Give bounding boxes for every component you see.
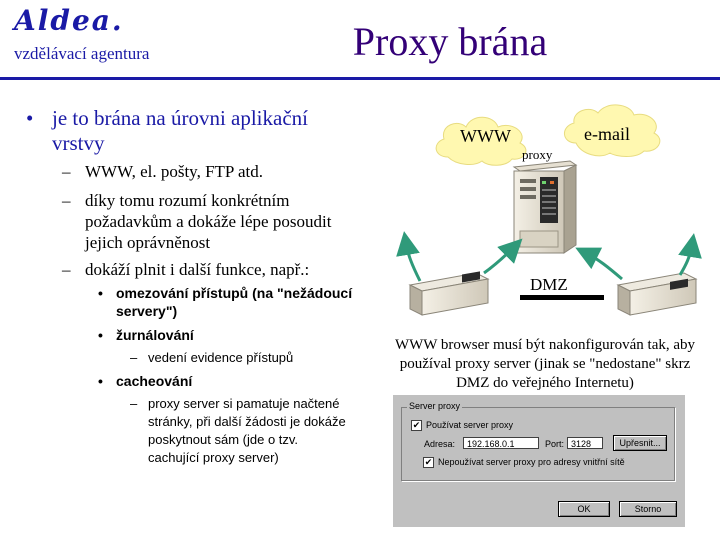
function-logging-detail: vedení evidence přístupů: [148, 350, 294, 365]
page-title: Proxy brána: [352, 19, 548, 64]
sub-item-protocols: WWW, el. pošty, FTP atd.: [85, 162, 264, 181]
bullet-icon: •: [98, 327, 103, 343]
caption-line1: WWW browser musí být nakonfigurován tak, aby: [394, 337, 696, 353]
bullet-main-line1: je to brána na úrovni aplikační: [52, 106, 308, 130]
arrow-left-outbound: [406, 243, 420, 281]
address-label: Adresa:: [424, 439, 456, 449]
function-restrict-line1: omezování přístupů (na "nežádoucí: [116, 285, 353, 301]
www-cloud-label: WWW: [460, 126, 511, 146]
caption-line2: používal proxy server (jinak se "nedostane" skrz: [399, 356, 691, 372]
function-logging: žurnálování: [116, 327, 194, 343]
proxy-server-icon: [514, 161, 576, 253]
proxy-label: proxy: [522, 147, 553, 162]
client-computer-right-icon: [618, 273, 696, 315]
dmz-label: DMZ: [530, 275, 568, 294]
agency-name: vzdělávací agentura: [14, 44, 150, 63]
bullet-main-line2: vrstvy: [52, 131, 105, 155]
function-caching: cacheování: [116, 373, 193, 389]
dash-icon: –: [62, 191, 71, 210]
email-cloud-label: e-mail: [584, 124, 630, 144]
sub-item-understanding-line1: díky tomu rozumí konkrétním: [85, 191, 290, 210]
client-computer-left-icon: [410, 271, 488, 315]
caption-line3: DMZ do veřejného Internetu): [456, 375, 634, 391]
advanced-button[interactable]: Upřesnit...: [613, 435, 667, 451]
bypass-local-checkbox[interactable]: ✔: [424, 457, 433, 467]
caching-detail-line4: cachující proxy server): [148, 450, 279, 465]
use-proxy-checkbox[interactable]: ✔: [412, 420, 421, 430]
dash-icon: –: [62, 162, 71, 181]
logo: Aldea.: [14, 4, 124, 37]
dash-icon: –: [62, 260, 71, 279]
caching-detail-line3: poskytnout sám (jde o tzv.: [148, 432, 299, 447]
network-diagram: [380, 95, 720, 335]
sub-item-functions: dokáží plnit i další funkce, např.:: [85, 260, 310, 279]
address-field[interactable]: 192.168.0.1: [463, 437, 539, 449]
sub-item-understanding-line2: požadavkům a dokáže lépe posoudit: [85, 212, 332, 231]
bullet-icon: •: [26, 106, 34, 130]
dmz-segment: [520, 295, 604, 300]
proxy-server-group-title: Server proxy: [409, 401, 461, 411]
bullet-icon: •: [98, 285, 103, 301]
arrow-left-to-proxy: [484, 247, 514, 273]
caching-detail-line2: stránky, při další žádosti je dokáže: [148, 414, 346, 429]
port-label: Port:: [545, 439, 565, 449]
caching-detail-line1: proxy server si pamatuje načtené: [148, 396, 340, 411]
ok-button[interactable]: OK: [558, 501, 610, 517]
title-divider: [0, 77, 720, 80]
sub-item-understanding-line3: jejich oprávněnost: [85, 233, 211, 252]
cancel-button[interactable]: Storno: [619, 501, 677, 517]
arrow-right-to-proxy: [586, 253, 622, 279]
bypass-local-label: Nepoužívat server proxy pro adresy vnitřní sítě: [438, 457, 625, 467]
dash-icon: –: [130, 396, 138, 411]
diagram-caption: [380, 336, 710, 393]
bullet-icon: •: [98, 373, 103, 389]
dash-icon: –: [130, 350, 138, 365]
proxy-settings-dialog: [393, 395, 685, 527]
use-proxy-label: Používat server proxy: [426, 420, 514, 430]
port-field[interactable]: 3128: [567, 437, 603, 449]
arrow-right-outbound: [680, 245, 692, 275]
function-restrict-line2: servery"): [116, 303, 178, 319]
